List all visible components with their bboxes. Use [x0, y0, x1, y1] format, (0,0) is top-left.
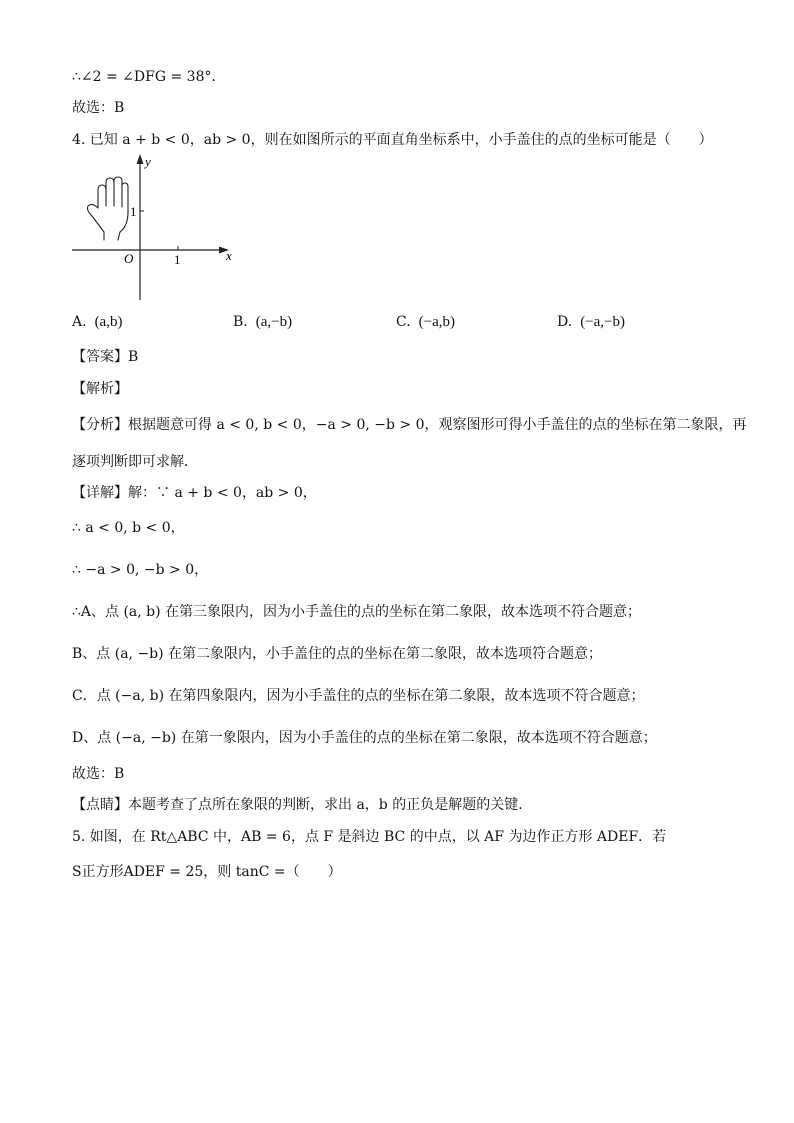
analysis-text-2: 逐项判断即可求解． — [72, 454, 198, 470]
question-5-text-2: S正方形ADEF = 25，则 tanC =（ ） — [72, 864, 342, 880]
question-4-text: 4. 已知 a + b < 0，ab > 0，则在如图所示的平面直角坐标系中，小手盖住的点的坐标可能是（ ） — [72, 132, 713, 148]
origin-label: O — [124, 251, 134, 266]
comment-line: 【点睛】本题考查了点所在象限的判断，求出 a，b 的正负是解题的关键． — [72, 797, 533, 813]
detail-step-2: ∴ −a > 0, −b > 0， — [72, 562, 209, 578]
choice-a-value: (a,b) — [94, 314, 123, 330]
question-5-text-1: 5. 如图，在 Rt△ABC 中，AB = 6，点 F 是斜边 BC 的中点，以 AF 为边作正方形 ADEF．若 — [72, 829, 667, 845]
line-conclusion-angle: ∴∠2 = ∠DFG = 38°． — [72, 69, 226, 85]
detail-line: 【详解】解：∵ a + b < 0，ab > 0， — [72, 485, 317, 501]
detail-option-a: ∴A、点 (a, b) 在第三象限内，因为小手盖住的点的坐标在第二象限，故本选项不符合题意； — [72, 604, 642, 620]
coordinate-figure — [68, 150, 238, 305]
y-tick-label: 1 — [130, 204, 137, 219]
detail-option-d: D、点 (−a, −b) 在第一象限内，因为小手盖住的点的坐标在第二象限，故本选项不符合题意； — [72, 730, 657, 746]
choice-d — [557, 312, 625, 332]
x-tick-label: 1 — [174, 252, 181, 267]
choice-a-label: A. — [72, 314, 87, 330]
y-axis-label: y — [145, 154, 151, 169]
choice-c — [396, 312, 455, 332]
choice-b-value: (a,−b) — [255, 314, 293, 330]
choice-b-label: B. — [233, 314, 248, 330]
y-axis-arrow — [137, 154, 144, 164]
x-axis-label: x — [226, 248, 232, 263]
analysis-heading: 【解析】 — [72, 381, 128, 397]
answer-line: 【答案】B — [72, 349, 139, 365]
detail-option-b: B、点 (a, −b) 在第二象限内，小手盖住的点的坐标在第二象限，故本选项符合题意； — [72, 646, 603, 662]
choice-d-value: (−a,−b) — [580, 314, 626, 330]
detail-step-1: ∴ a < 0, b < 0， — [72, 520, 185, 536]
final-choice: 故选：B — [72, 766, 125, 782]
analysis-text-1: 【分析】根据题意可得 a < 0, b < 0，−a > 0, −b > 0，观察图形可得小手盖住的点的坐标在第二象限，再 — [72, 417, 747, 433]
choice-c-value: (−a,b) — [418, 314, 456, 330]
choice-c-label: C. — [396, 314, 411, 330]
choice-d-label: D. — [557, 314, 573, 330]
choice-a — [72, 312, 122, 332]
choice-b — [233, 312, 292, 332]
detail-option-c: C．点 (−a, b) 在第四象限内，因为小手盖住的点的坐标在第二象限，故本选项不符合题意； — [72, 688, 645, 704]
hand-icon — [88, 177, 129, 240]
line-choose-b-prev: 故选：B — [72, 100, 125, 116]
